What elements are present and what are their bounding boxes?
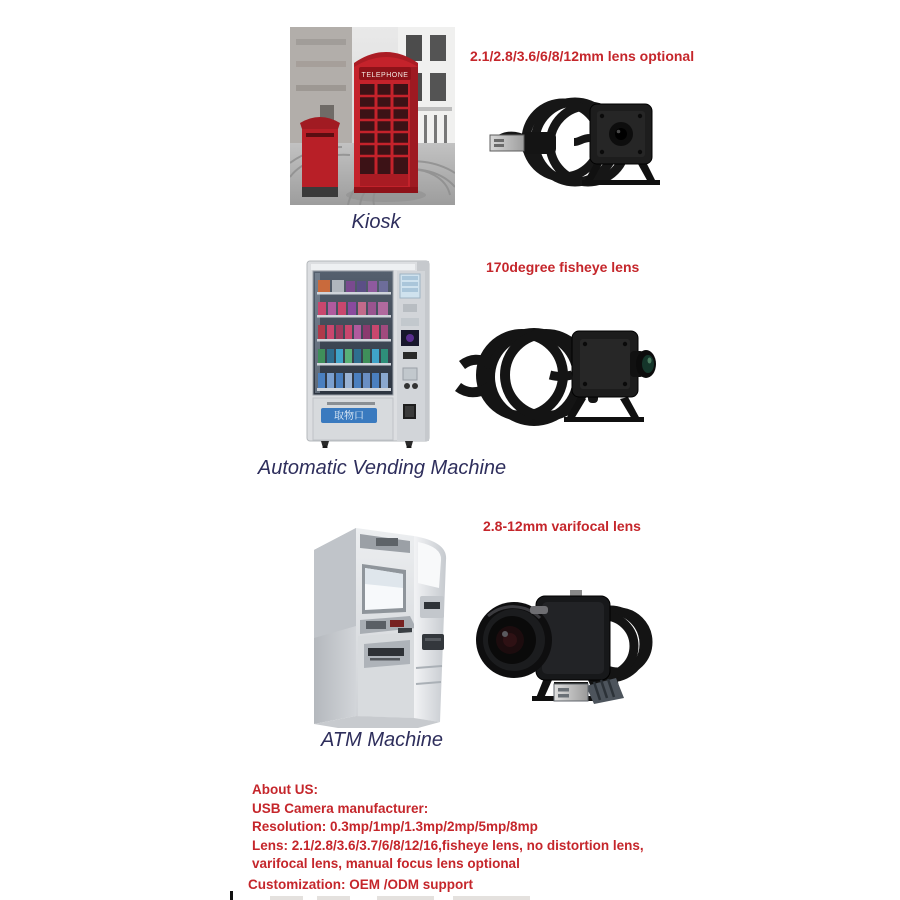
telephone-booth-illustration [346,52,426,202]
pickup-port-label: 取物口 [334,411,364,422]
kiosk-caption: Kiosk [351,211,401,233]
vending-caption: Automatic Vending Machine [257,457,507,479]
about-title: About US: [252,782,318,797]
about-lens-1: Lens: 2.1/2.8/3.6/3.7/6/8/12/16,fisheye lens, no distortion lens, [252,837,644,853]
usb-plug [490,132,556,154]
varifocal-lens [476,602,552,678]
atm-caption: ATM Machine [321,729,443,751]
about-resolution: Resolution: 0.3mp/1mp/1.3mp/2mp/5mp/8mp [252,819,538,834]
kiosk-camera-photo [470,82,660,195]
about-lens-2: varifocal lens, manual focus lens optional [252,856,520,871]
kiosk-lens-note: 2.1/2.8/3.6/6/8/12mm lens optional [470,48,695,64]
kiosk-photo [290,27,455,210]
atm-photo [298,508,458,735]
postbox-illustration [300,117,340,197]
telephone-sign-text: TELEPHONE [361,72,409,79]
cropped-thumbnail [377,896,434,900]
vending-camera-photo [450,315,660,432]
about-manufacturer: USB Camera manufacturer: [252,800,429,816]
cropped-thumbnail [270,896,303,900]
atm-lens-note: 2.8-12mm varifocal lens [483,518,641,534]
vending-machine-photo [305,258,435,453]
atm-camera-photo [458,582,653,715]
cropped-thumbnail [453,896,530,900]
vending-lens-note: 170degree fisheye lens [486,259,640,275]
about-block [248,781,644,894]
mini-camera-body [564,331,656,422]
page-edge-mark [230,891,233,900]
cropped-thumbnail [317,896,350,900]
mini-camera-body [582,104,660,185]
about-customization: Customization: OEM /ODM support [248,876,473,892]
